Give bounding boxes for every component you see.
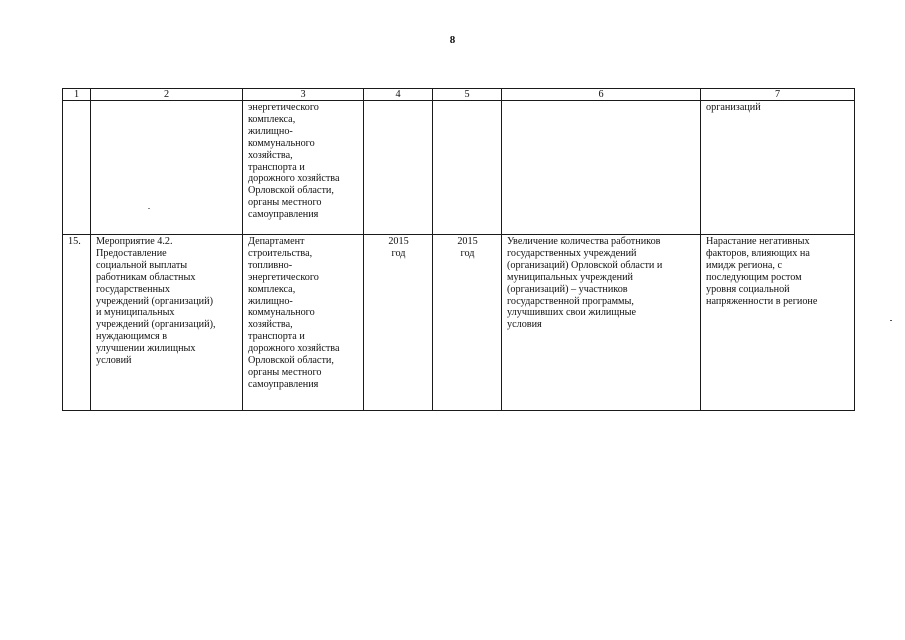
cell-start-year: [364, 101, 433, 235]
cell-text: 15.: [68, 236, 81, 247]
cell-text: 2015 год: [388, 236, 409, 259]
column-number-3: 3: [243, 89, 364, 101]
cell-event: [91, 101, 243, 235]
table-row-15: [63, 235, 855, 411]
cell-consequences: [701, 235, 855, 411]
column-number-6: 6: [502, 89, 701, 101]
table-row-continued: [63, 101, 855, 235]
scan-speck: [890, 320, 892, 321]
cell-event: [91, 235, 243, 411]
cell-row-number: [63, 101, 91, 235]
cell-consequences: [701, 101, 855, 235]
cell-text: Увеличение количества работников государственных учреждений (организаций) Орловской области и муниципальных учреждений (организаций) – участников государственной программы, улучшивших свои жилищные условия: [507, 236, 663, 331]
cell-text: энергетического комплекса, жилищно- коммунального хозяйства, транспорта и дорожного хозяйства Орловской области, органы местного самоуправления: [248, 102, 340, 221]
cell-expected-result: [502, 235, 701, 411]
column-number-5: 5: [433, 89, 502, 101]
column-number-2: 2: [91, 89, 243, 101]
table-header-row: [63, 89, 855, 101]
cell-expected-result: [502, 101, 701, 235]
cell-executor: [243, 235, 364, 411]
page-number: 8: [449, 34, 456, 46]
cell-text: Мероприятие 4.2. Предоставление социальной выплаты работникам областных государственных учреждений (организаций) и муниципальных учреждений (организаций), нуждающимся в улучшении жилищных условий: [96, 236, 216, 367]
cell-text: организаций: [706, 102, 761, 113]
cell-executor: [243, 101, 364, 235]
cell-end-year: [433, 101, 502, 235]
program-measures-table: [62, 88, 855, 411]
scan-speck: [148, 208, 150, 209]
cell-start-year: [364, 235, 433, 411]
column-number-1: 1: [63, 89, 91, 101]
column-number-4: 4: [364, 89, 433, 101]
column-number-7: 7: [701, 89, 855, 101]
cell-end-year: [433, 235, 502, 411]
cell-text: Департамент строительства, топливно- энергетического комплекса, жилищно- коммунального хозяйства, транспорта и дорожного хозяйства Орловской области, органы местного самоуправления: [248, 236, 340, 390]
cell-row-number: [63, 235, 91, 411]
cell-text: Нарастание негативных факторов, влияющих на имидж региона, с последующим ростом уровня социальной напряженности в регионе: [706, 236, 818, 307]
cell-text: 2015 год: [457, 236, 478, 259]
